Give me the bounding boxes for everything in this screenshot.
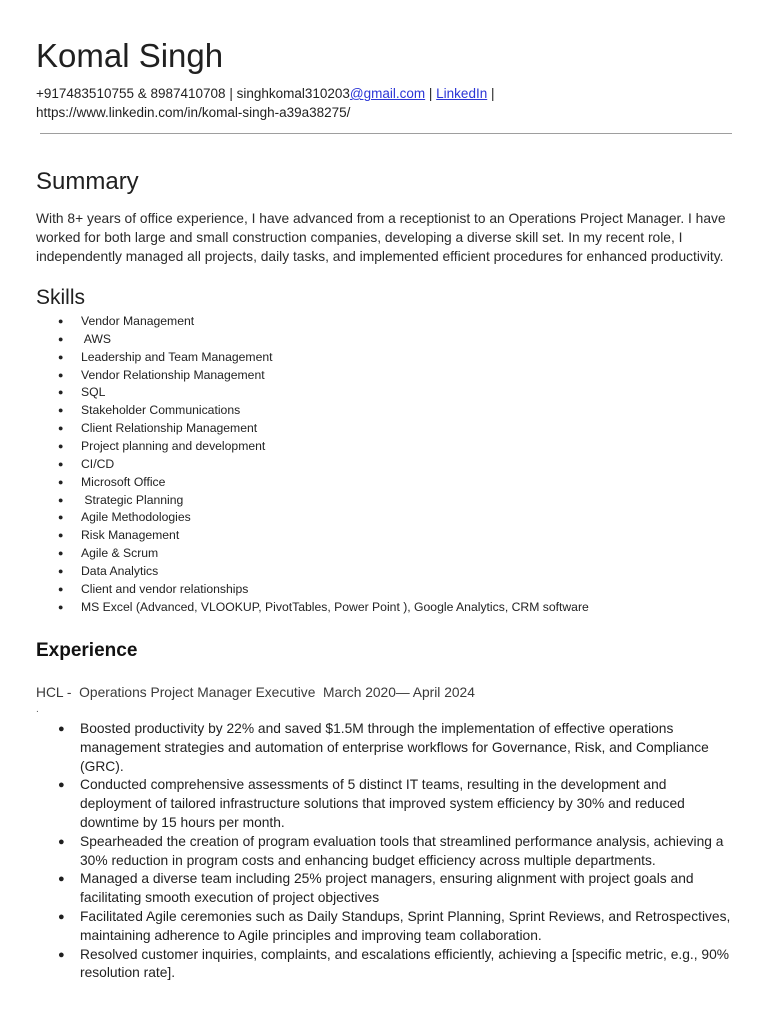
skill-item: ● AWS (36, 331, 736, 349)
bullet-icon: ● (58, 873, 65, 886)
bullet-icon: ● (58, 530, 64, 541)
skill-item: ● Strategic Planning (36, 492, 736, 510)
skill-item: ● Project planning and development (36, 438, 736, 456)
skill-item: ● Risk Management (36, 527, 736, 545)
bullet-icon: ● (58, 566, 64, 577)
skill-item: ● SQL (36, 384, 736, 402)
bullet-icon: ● (58, 369, 64, 380)
contact-phones-email: +917483510755 & 8987410708 | singhkomal310203 (36, 86, 350, 101)
bullet-icon: ● (58, 494, 64, 505)
linkedin-url: https://www.linkedin.com/in/komal-singh-a39a38275/ (36, 105, 351, 120)
bullet-icon: ● (58, 333, 64, 344)
experience-item: ● Spearheaded the creation of program evaluation tools that streamlined performance analysis, achieving a 30% reduction in program costs and enhancing budget efficiency across multiple departments. (58, 833, 724, 868)
skill-item: ● Stakeholder Communications (36, 402, 736, 420)
skill-item: ● Vendor Management (36, 313, 736, 331)
experience-item: ● Facilitated Agile ceremonies such as Daily Standups, Sprint Planning, Sprint Reviews, and Retrospectives, maintaining adherence to Agile principles and improving team collaboration. (58, 908, 731, 943)
bullet-icon: ● (58, 458, 64, 469)
skills-list (36, 313, 736, 617)
contact-separator: | (425, 86, 437, 101)
skills-heading: Skills (36, 286, 86, 309)
bullet-icon: ● (58, 548, 64, 559)
skill-item: ● Microsoft Office (36, 474, 736, 492)
skill-item: ● Leadership and Team Management (36, 349, 736, 367)
bullet-icon: ● (58, 387, 64, 398)
bullet-icon: ● (58, 316, 64, 326)
experience-heading: Experience (36, 640, 138, 661)
bullet-icon: ● (58, 948, 65, 961)
skill-item: ● Data Analytics (36, 563, 736, 581)
bullet-icon: ● (58, 476, 64, 487)
skill-item: ● Vendor Relationship Management (36, 367, 736, 385)
skill-item: ● Agile & Scrum (36, 545, 736, 563)
email-link[interactable]: @gmail.com (349, 86, 426, 101)
bullet-icon: ● (58, 601, 64, 612)
summary-text: With 8+ years of office experience, I have advanced from a receptionist to an Operations Project Manager. I have worked for both large and small construction companies, developing a diverse skill set. In my recent role, I independently managed all projects, daily tasks, and implemented efficient procedures for enhanced productivity. (36, 211, 726, 264)
skill-item: ● Client and vendor relationships (36, 581, 736, 599)
skill-item: ● MS Excel (Advanced, VLOOKUP, PivotTables, Power Point ), Google Analytics, CRM software (36, 599, 736, 617)
experience-item: ● Conducted comprehensive assessments of 5 distinct IT teams, resulting in the development and deployment of tailored infrastructure solutions that improved system efficiency by 30% and reduced downtime by 15 hours per month. (58, 777, 685, 830)
header-divider (40, 133, 732, 134)
experience-item: ● Boosted productivity by 22% and saved $1.5M through the implementation of effective operations management strategies and automation of enterprise workflows for Governance, Risk, and Compliance (GRC). (58, 721, 709, 774)
linkedin-link[interactable]: LinkedIn (436, 86, 488, 101)
contact-separator: | (487, 86, 495, 101)
contact-info (36, 84, 736, 122)
skill-item: ● Client Relationship Management (36, 420, 736, 438)
bullet-icon: ● (58, 723, 65, 735)
experience-item: ● Resolved customer inquiries, complaints, and escalations efficiently, achieving a [specific metric, e.g., 90% resolution rate]. (58, 946, 730, 981)
bullet-icon: ● (58, 779, 65, 792)
skill-item: ● CI/CD (36, 456, 736, 474)
job-title-line: HCL - Operations Project Manager Executive March 2020— April 2024 (36, 685, 475, 700)
summary-heading: Summary (36, 168, 139, 195)
experience-item: ● Managed a diverse team including 25% project managers, ensuring alignment with project goals and facilitating smooth execution of project objectives (58, 871, 694, 906)
bullet-icon: ● (58, 405, 64, 416)
bullet-icon: ● (58, 835, 65, 848)
bullet-icon: ● (58, 512, 64, 523)
bullet-icon: ● (58, 423, 64, 434)
experience-list (36, 720, 736, 983)
skill-item: ● Agile Methodologies (36, 509, 736, 527)
stray-dot: . (36, 704, 39, 715)
bullet-icon: ● (58, 441, 64, 452)
bullet-icon: ● (58, 351, 64, 362)
candidate-name: Komal Singh (36, 37, 224, 74)
bullet-icon: ● (58, 910, 65, 923)
bullet-icon: ● (58, 583, 64, 594)
